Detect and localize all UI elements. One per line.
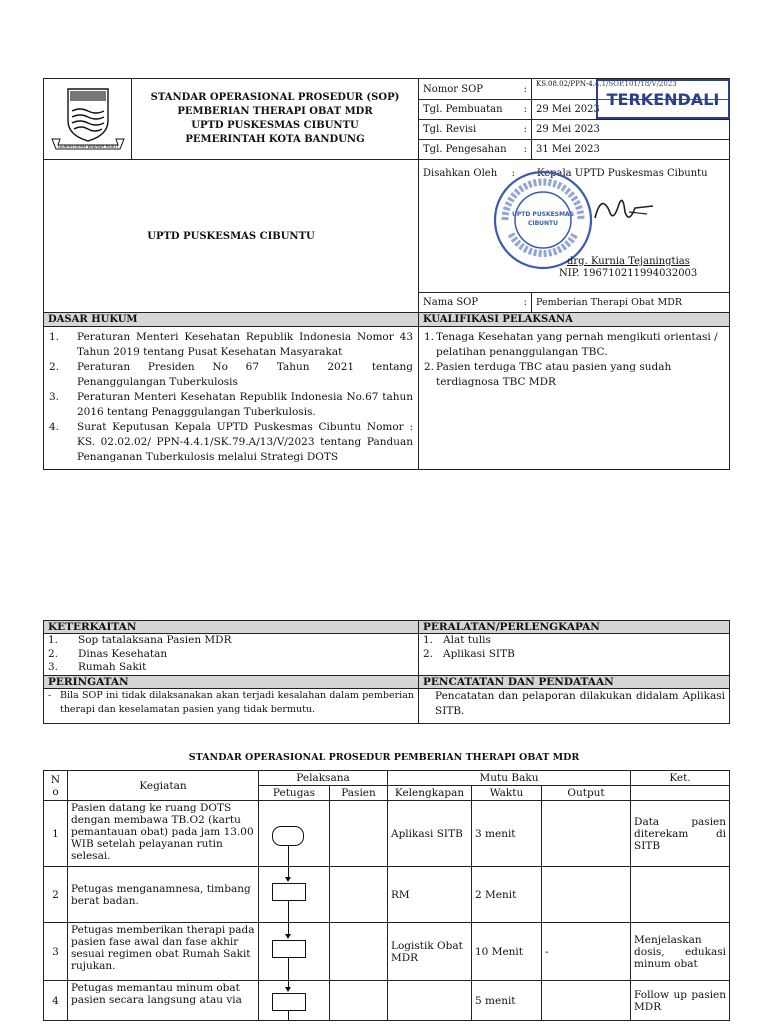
col-header-petugas: Petugas [259,786,330,801]
list-item: 2. Aplikasi SITB [423,647,515,660]
flow-process-box [272,940,306,958]
row-waktu: 2 Menit [472,867,542,923]
meta-label-pengesahan: Tgl. Pengesahan : [419,140,532,160]
bandung-city-logo [48,83,128,153]
procedure-title: STANDAR OPERASIONAL PROSEDUR PEMBERIAN THERAPI OBAT MDR [188,752,580,763]
signer-name: drg. Kurnia Tejaningtias [567,256,690,267]
table-row [44,923,730,981]
row-ket [631,867,730,923]
row-waktu: 5 menit [472,981,542,1021]
meta-value-pengesahan: 31 Mei 2023 [532,140,730,160]
list-item: 2. Pasien terduga TBC atau pasien yang sudah terdiagnosa TBC MDR [424,361,672,388]
col-header-ket: Ket. [631,771,730,786]
kualifikasi-body [419,327,730,470]
list-item: 1. Sop tatalaksana Pasien MDR [48,634,232,646]
flow-connector [288,1011,289,1021]
title-line-1: STANDAR OPERASIONAL PROSEDUR (SOP) [150,92,400,103]
signature [589,190,659,230]
row-ket: Data pasien diterekam di SITB [631,801,730,867]
row-ket: Follow up pasien MDR [631,981,730,1021]
approval-cell: Disahkan Oleh : Kepala UPTD Puskesmas Cibuntu UPTD PUSKESMAS CIBUNTU drg. Kurnia Tejaningtias NIP. 196710211994032003 [419,160,730,293]
svg-text:GEMAH RIPAH WIBAWA MUKTI: GEMAH RIPAH WIBAWA MUKTI [58,143,118,149]
row-output: - [542,923,631,981]
list-item: 1. Alat tulis [423,634,491,646]
meta-value-revisi: 29 Mei 2023 [532,120,730,140]
row-kelengkapan: Logistik Obat MDR [388,923,472,981]
meta-label-revisi: Tgl. Revisi : [419,120,532,140]
col-header-waktu: Waktu [472,786,542,801]
list-item: 3. Peraturan Menteri Kesehatan Republik Indonesia No.67 tahun 2016 tentang Penagggulangan Tuberkulosis. [49,391,413,418]
flow-pasien-cell [330,867,388,923]
dasar-hukum-body [44,327,419,470]
row-no: 1 [44,801,68,867]
row-kelengkapan: RM [388,867,472,923]
list-item: 2. Peraturan Presiden No 67 Tahun 2021 tentang Penanggulangan Tuberkulosis [49,361,413,388]
flow-connector [288,958,289,981]
col-header-no: N o [44,771,68,801]
pencatatan-heading: PENCATATAN DAN PENDATAAN [419,675,730,688]
meta-value-pembuatan: 29 Mei 2023 [532,100,730,120]
flow-pasien-cell [330,981,388,1021]
col-header-pelaksana: Pelaksana [259,771,388,786]
logo-cell [44,79,132,160]
flow-connector [288,901,289,923]
nama-sop-label: Nama SOP : [419,292,532,312]
keterkaitan-body [44,634,419,676]
row-kelengkapan [388,981,472,1021]
row-ket: Menjelaskan dosis, edukasi minum obat [631,923,730,981]
nama-sop-value: Pemberian Therapi Obat MDR [532,292,730,312]
flow-pasien-cell [330,801,388,867]
title-line-3: UPTD PUSKESMAS CIBUNTU [191,120,359,131]
flow-arrow [285,987,291,992]
sop-header-table [43,78,730,470]
peringatan-body: - Bila SOP ini tidak dilaksanakan akan terjadi kesalahan dalam pemberian therapi dan keselamatan pasien yang tidak bermutu. [44,688,419,723]
table-row [44,867,730,923]
list-item: 4. Surat Keputusan Kepala UPTD Puskesmas Cibuntu Nomor : KS. 02.02.02/ PPN-4.4.1/SK.79.A/13/V/2023 tentang Panduan Penanganan Tuberkulosis melalui Strategi DOTS [49,421,413,463]
pencatatan-body: Pencatatan dan pelaporan dilakukan didalam Aplikasi SITB. [419,688,730,723]
flow-arrow [285,877,291,882]
col-header-kegiatan: Kegiatan [68,771,259,801]
peralatan-body [419,634,730,676]
col-header-kelengkapan: Kelengkapan [388,786,472,801]
row-waktu: 10 Menit [472,923,542,981]
list-item: 3. Rumah Sakit [48,661,147,673]
svg-text:UPTD PUSKESMAS: UPTD PUSKESMAS [511,211,575,218]
flow-process-box [272,993,306,1011]
sop-title-block [132,79,419,160]
flow-petugas-cell [259,923,330,981]
row-kegiatan: Petugas memberikan therapi pada pasien fase awal dan fase akhir sesuai regimen obat Rumah Sakit rujukan. [68,923,259,981]
row-waktu: 3 menit [472,801,542,867]
dasar-hukum-heading: DASAR HUKUM [44,313,419,327]
flow-petugas-cell [259,981,330,1021]
flow-pasien-cell [330,923,388,981]
flow-connector [288,846,289,867]
flow-petugas-cell [259,801,330,867]
kualifikasi-heading: KUALIFIKASI PELAKSANA [419,313,730,327]
row-kegiatan: Petugas memantau minum obat pasien secara langsung atau via [68,981,259,1021]
peralatan-heading: PERALATAN/PERLENGKAPAN [419,621,730,634]
procedure-table [43,770,730,1021]
meta-value-nomor: KS.08.02/PPN-4.4.1/SOP.101/18/V/2023 [532,79,730,100]
disahkan-value: Kepala UPTD Puskesmas Cibuntu [537,168,708,179]
disahkan-label: Disahkan Oleh [423,168,498,179]
meta-label-nomor: Nomor SOP : [419,79,532,100]
svg-text:CIBUNTU: CIBUNTU [527,220,559,227]
row-output [542,801,631,867]
row-output [542,867,631,923]
flow-petugas-cell [259,867,330,923]
related-info-table [43,620,730,724]
list-item: 1. Peraturan Menteri Kesehatan Republik Indonesia Nomor 43 Tahun 2019 tentang Pusat Kesehatan Masyarakat [49,331,413,358]
org-name: UPTD PUSKESMAS CIBUNTU [44,160,419,313]
row-no: 2 [44,867,68,923]
peringatan-heading: PERINGATAN [44,675,419,688]
row-kegiatan: Petugas menganamnesa, timbang berat badan. [68,867,259,923]
flow-arrow [285,934,291,939]
flow-process-box [272,883,306,901]
title-line-2: PEMBERIAN THERAPI OBAT MDR [177,106,373,117]
table-row [44,981,730,1021]
col-header-pasien: Pasien [330,786,388,801]
col-header-output: Output [542,786,631,801]
table-row [44,801,730,867]
flow-terminator [272,826,304,846]
signer-nip: NIP. 196710211994032003 [559,268,698,279]
row-no: 4 [44,981,68,1021]
terkendali-stamp: TERKENDALI [596,79,730,119]
row-output [542,981,631,1021]
meta-label-pembuatan: Tgl. Pembuatan : [419,100,532,120]
row-kegiatan: Pasien datang ke ruang DOTS dengan membawa TB.O2 (kartu pemantauan obat) pada jam 13.00 WIB setelah pelayanan rutin selesai. [68,801,259,867]
keterkaitan-heading: KETERKAITAN [44,621,419,634]
col-header-mutu-baku: Mutu Baku [388,771,631,786]
list-item: 2. Dinas Kesehatan [48,647,168,660]
list-item: 1. Tenaga Kesehatan yang pernah mengikuti orientasi / pelatihan penanggulangan TBC. [424,331,718,358]
row-kelengkapan: Aplikasi SITB [388,801,472,867]
title-line-4: PEMERINTAH KOTA BANDUNG [185,134,365,145]
row-no: 3 [44,923,68,981]
